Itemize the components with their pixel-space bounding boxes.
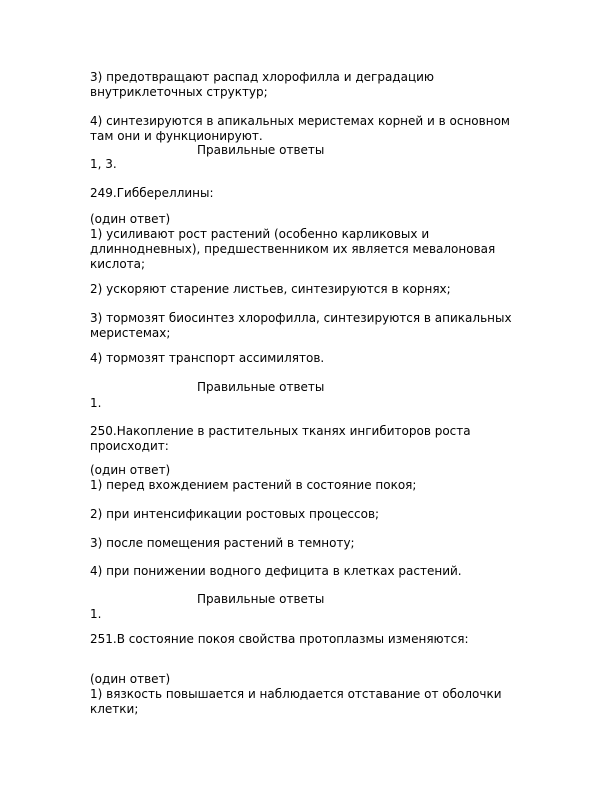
q250-option-4: 4) при понижении водного дефицита в клетках растений. [90, 564, 462, 578]
q249-option-4: 4) тормозят транспорт ассимилятов. [90, 351, 325, 365]
q249-answer-heading: Правильные ответы [197, 380, 325, 394]
q250-answer: 1. [90, 607, 102, 621]
q248-answer: 1, 3. [90, 157, 117, 171]
q249-type: (один ответ) [90, 212, 171, 226]
q250-answer-heading: Правильные ответы [197, 592, 325, 606]
q251-title: 251.В состояние покоя свойства протоплазмы изменяются: [90, 632, 469, 646]
q249-option-3: 3) тормозят биосинтез хлорофилла, синтезируются в апикальных меристемах; [90, 311, 512, 340]
q248-answer-heading: Правильные ответы [197, 143, 325, 157]
q248-option-3: 3) предотвращают распад хлорофилла и деградацию внутриклеточных структур; [90, 70, 435, 99]
q250-type: (один ответ) [90, 463, 171, 477]
q251-option-1: 1) вязкость повышается и наблюдается отставание от оболочки клетки; [90, 687, 502, 716]
q250-option-1: 1) перед вхождением растений в состояние покоя; [90, 478, 417, 492]
q250-title: 250.Накопление в растительных тканях ингибиторов роста происходит: [90, 424, 471, 453]
q249-option-2: 2) ускоряют старение листьев, синтезируются в корнях; [90, 282, 451, 296]
q249-title: 249.Гиббереллины: [90, 186, 214, 200]
q250-option-3: 3) после помещения растений в темноту; [90, 536, 355, 550]
q250-option-2: 2) при интенсификации ростовых процессов; [90, 507, 380, 521]
q249-option-1: 1) усиливают рост растений (особенно карликовых и длиннодневных), предшественником их является мевалоновая кислота; [90, 227, 496, 271]
q249-answer: 1. [90, 396, 102, 410]
q251-type: (один ответ) [90, 672, 171, 686]
q248-option-4: 4) синтезируются в апикальных меристемах корней и в основном там они и функционируют. [90, 114, 510, 143]
